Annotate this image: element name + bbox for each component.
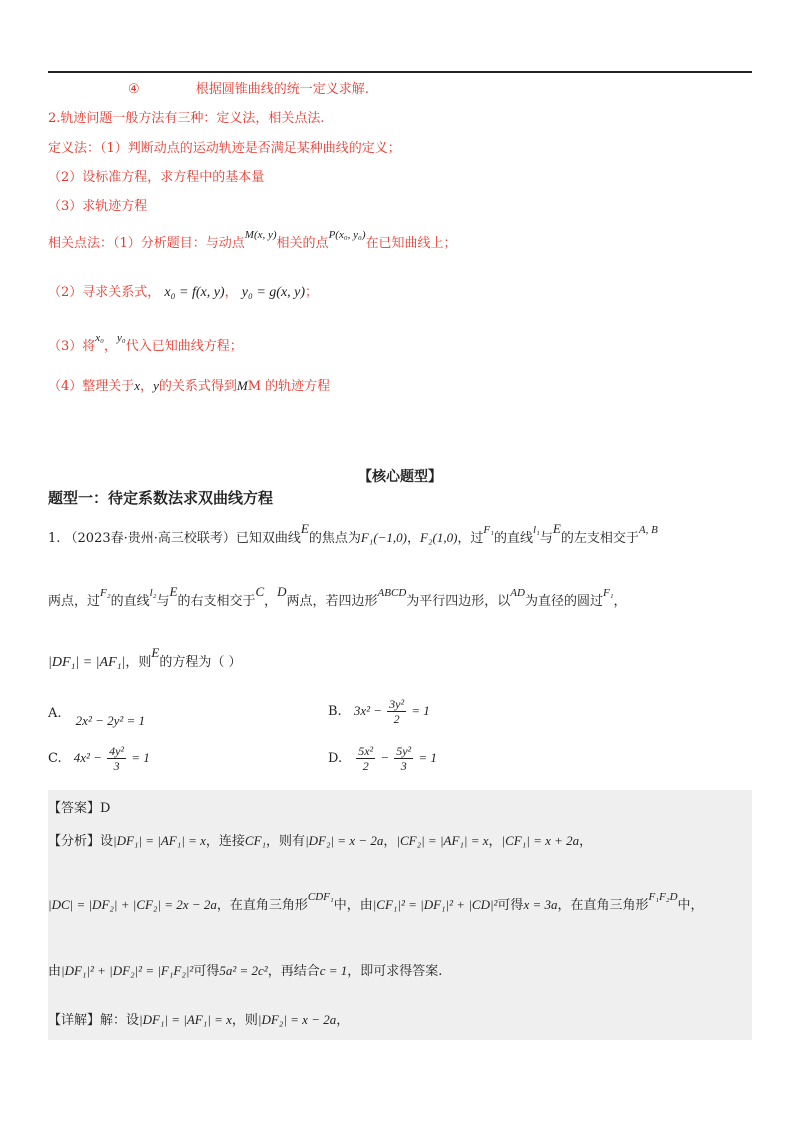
related-point-2-text: （2）寻求关系式， <box>48 285 161 300</box>
q-text: 与 <box>539 531 553 546</box>
related-point-3-end: 代入已知曲线方程； <box>125 339 243 354</box>
core-heading: 【核心题型】 <box>358 469 442 485</box>
separator: ， <box>383 834 397 849</box>
option-b-fraction <box>387 698 406 725</box>
item-4-text: 根据圆锥曲线的统一定义求解. <box>195 82 369 97</box>
q-text: 的直线 <box>110 594 150 609</box>
a-text: ，则 <box>231 1013 258 1028</box>
a-text: ，在直角三角形 <box>216 898 308 913</box>
definition-method-1: 定义法：（1）判断动点的运动轨迹是否满足某种曲线的定义； <box>48 141 401 156</box>
option-d-minus: − <box>380 750 390 765</box>
focus-f2: F₂(1,0) <box>420 530 458 545</box>
numerator: 4y² <box>109 744 125 758</box>
eq: |CF₂| = |AF₁| = x <box>396 833 489 848</box>
condition-eq: |DF₁| = |AF₁| <box>48 655 126 670</box>
eq: |DF₁| = |AF₁| = x <box>139 1012 232 1027</box>
a-text: ，在直角三角形 <box>557 898 649 913</box>
detail-line-1 <box>48 1009 349 1028</box>
separator: ， <box>579 834 593 849</box>
var-e: E <box>300 521 309 536</box>
analysis-line-2 <box>48 891 704 913</box>
question-intro: 1. （2023春·贵州·高三校联考）已知双曲线 <box>48 531 301 546</box>
relation-x0: x₀ = f(x, y) <box>164 285 225 300</box>
eq: |DF₂| = x − 2a <box>257 1012 337 1027</box>
eq: |DF₂| = x − 2a <box>305 833 384 848</box>
related-point-4-mid: 的关系式得到 <box>158 379 237 394</box>
definition-method-2: （2）设标准方程，求方程中的基本量 <box>48 170 265 185</box>
related-point-1 <box>48 229 457 251</box>
var-m: M <box>236 378 248 393</box>
analysis-line-1 <box>48 830 592 849</box>
related-point-1-text: 相关点法：（1）分析题目：与动点 <box>48 236 245 251</box>
separator: ， <box>407 531 421 546</box>
eq: |DC| = |DF₂| + |CF₂| = 2x − 2a <box>48 897 217 912</box>
a-text: ，则有 <box>266 834 306 849</box>
separator: ， <box>224 285 238 300</box>
option-b-label: B. <box>328 704 342 719</box>
answer-box <box>48 790 752 1040</box>
denominator: 2 <box>393 712 400 726</box>
definition-method-3: （3）求轨迹方程 <box>48 199 148 214</box>
option-a-formula: 2x² − 2y² = 1 <box>75 713 146 728</box>
a-text: 中，由 <box>333 898 373 913</box>
option-d[interactable] <box>328 745 437 772</box>
eq: 5a² = 2c² <box>219 963 268 978</box>
option-c[interactable] <box>48 745 150 772</box>
var-x0: x₀ <box>95 332 104 344</box>
q-text: ，则 <box>125 655 152 670</box>
denominator: 3 <box>113 759 120 773</box>
related-point-4-text: （4）整理关于 <box>48 379 135 394</box>
paragraph-2: 2.轨迹问题一般方法有三种：定义法，相关点法. <box>48 111 325 126</box>
eq: x = 3a <box>523 897 558 912</box>
a-text: 可得 <box>497 898 524 913</box>
triangle-cdf1: CDF₁ <box>307 891 334 903</box>
eq: |CF₁| = x + 2a <box>501 833 580 848</box>
item-4 <box>48 78 369 97</box>
a-text: 可得 <box>193 964 220 979</box>
separator: ， <box>140 379 154 394</box>
points-ab: A, B <box>638 524 658 536</box>
option-d-post: = 1 <box>418 750 437 765</box>
a-text: 由 <box>48 964 62 979</box>
option-b-post: = 1 <box>411 703 430 718</box>
q-text: 的左支相交于 <box>560 531 639 546</box>
point-c: C <box>255 584 265 599</box>
question-type-title: 题型一：待定系数法求双曲线方程 <box>48 489 274 507</box>
option-c-fraction <box>107 745 126 772</box>
related-point-p: P(x₀, y₀) <box>328 229 366 241</box>
eq: |DF₁| = |AF₁| = x <box>113 833 206 848</box>
a-text: ，连接 <box>205 834 245 849</box>
option-d-label: D. <box>328 751 343 766</box>
option-a[interactable] <box>48 705 146 728</box>
var-e: E <box>169 584 178 599</box>
q-text: ，过 <box>457 531 484 546</box>
var-f2: F₂ <box>100 587 111 599</box>
related-point-1-end: 在已知曲线上； <box>365 236 457 251</box>
related-point-4-end: M 的轨迹方程 <box>247 379 331 394</box>
option-c-label: C. <box>48 751 62 766</box>
quad-abcd: ABCD <box>377 587 407 599</box>
var-f1: F₁ <box>602 587 614 599</box>
point-d: D <box>277 584 287 599</box>
q-text: 两点，若四边形 <box>286 594 378 609</box>
option-a-label: A. <box>48 706 62 721</box>
var-y0: y₀ <box>117 332 126 344</box>
eq: |DF₁|² + |DF₂|² = |F₁F₂|² <box>61 963 194 978</box>
a-text: ，即可求得答案. <box>347 964 443 979</box>
separator: ， <box>613 594 627 609</box>
related-point-1-mid: 相关的点 <box>276 236 329 251</box>
q-text: 的焦点为 <box>308 531 361 546</box>
focus-f1: F₁(−1,0) <box>360 530 408 545</box>
numerator: 3y² <box>389 697 405 711</box>
segment-cf1: CF₁ <box>244 833 267 848</box>
q-text: 的方程为（ ） <box>159 655 242 670</box>
option-d-fraction-1 <box>356 745 375 772</box>
analysis-line-3 <box>48 960 442 979</box>
q-text: 的直线 <box>493 531 533 546</box>
line-l1: l₁ <box>532 524 540 536</box>
var-e: E <box>552 521 561 536</box>
numerator: 5y² <box>396 744 412 758</box>
denominator: 3 <box>400 759 407 773</box>
q-text: 为平行四边形，以 <box>406 594 511 609</box>
var-x: x <box>134 378 141 393</box>
separator: ， <box>336 1013 350 1028</box>
analysis-label: 【分析】设 <box>48 834 114 849</box>
separator-end: ； <box>305 285 319 300</box>
q-text: 两点，过 <box>48 594 101 609</box>
related-point-4 <box>48 375 330 394</box>
a-text: ，再结合 <box>267 964 320 979</box>
moving-point-m: M(x, y) <box>244 229 277 241</box>
related-point-3-text: （3）将 <box>48 339 96 354</box>
top-rule <box>48 71 752 73</box>
a-text: 中， <box>677 898 704 913</box>
related-point-3 <box>48 332 243 354</box>
denominator: 2 <box>362 759 369 773</box>
detail-label: 【详解】解：设 <box>48 1013 140 1028</box>
question-line-1 <box>48 521 658 546</box>
option-b[interactable] <box>328 698 430 725</box>
option-c-pre: 4x² − <box>73 750 102 765</box>
separator: ， <box>104 339 118 354</box>
line-l2: l₂ <box>149 587 157 599</box>
related-point-2 <box>48 281 318 301</box>
eq: |CF₁|² = |DF₁|² + |CD|² <box>372 897 498 912</box>
option-d-fraction-2 <box>394 745 413 772</box>
relation-y0: y₀ = g(x, y) <box>241 285 306 300</box>
separator: ， <box>264 594 278 609</box>
separator: ， <box>488 834 502 849</box>
option-c-post: = 1 <box>131 750 150 765</box>
segment-ad: AD <box>510 587 525 599</box>
item-4-number: ④ <box>128 82 140 97</box>
question-line-3 <box>48 645 242 671</box>
option-b-pre: 3x² − <box>353 703 383 718</box>
triangle-f1f2d: F₁F₂D <box>648 891 678 903</box>
var-y: y <box>153 378 159 393</box>
eq: c = 1 <box>319 963 348 978</box>
q-text: 的右支相交于 <box>177 594 256 609</box>
var-f1: F₁ <box>483 524 494 536</box>
q-text: 与 <box>156 594 170 609</box>
question-line-2 <box>48 584 627 609</box>
q-text: 为直径的圆过 <box>524 594 603 609</box>
var-e: E <box>151 645 160 660</box>
numerator: 5x² <box>358 744 374 758</box>
answer-line: 【答案】D <box>48 801 111 816</box>
